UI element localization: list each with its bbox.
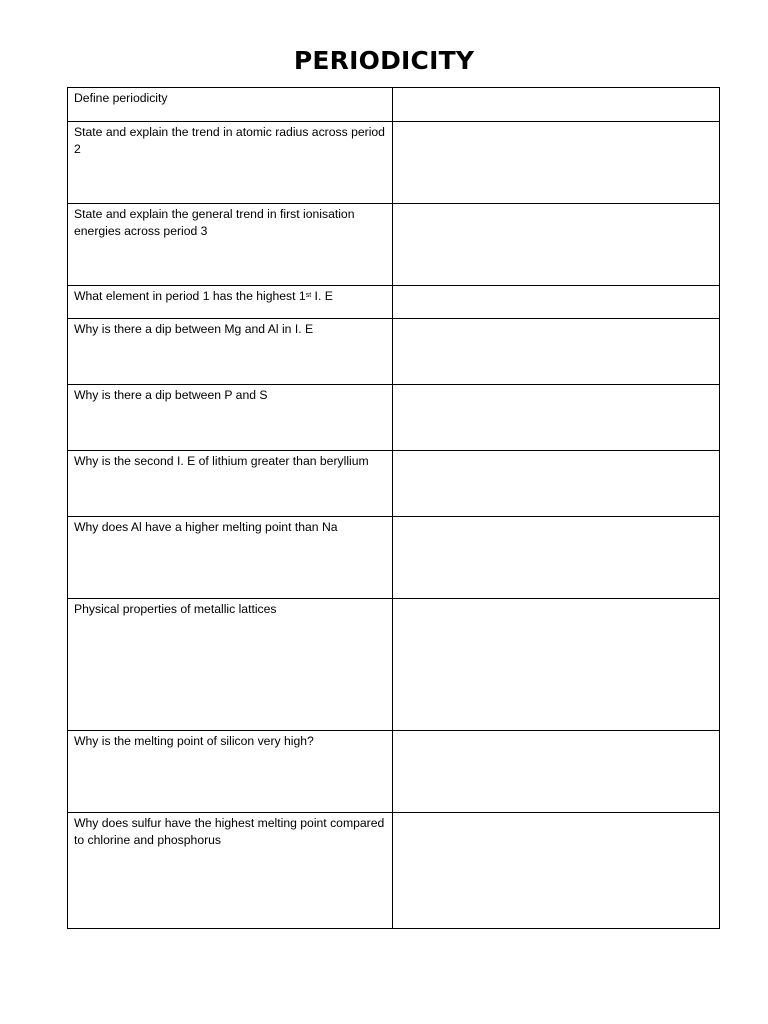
answer-cell[interactable] — [393, 286, 720, 319]
answer-cell[interactable] — [393, 517, 720, 599]
question-text: Define periodicity — [74, 91, 168, 105]
question-text-end: I. E — [311, 289, 333, 303]
answer-cell[interactable] — [393, 88, 720, 122]
question-cell — [68, 451, 393, 517]
question-text: Why is the second I. E of lithium greater than beryllium — [74, 454, 369, 468]
question-cell — [68, 385, 393, 451]
table-row — [68, 599, 720, 731]
question-cell — [68, 204, 393, 286]
answer-cell[interactable] — [393, 385, 720, 451]
table-row — [68, 122, 720, 204]
table-row — [68, 204, 720, 286]
table-row — [68, 813, 720, 929]
question-cell — [68, 319, 393, 385]
answer-cell[interactable] — [393, 451, 720, 517]
question-text: Why does Al have a higher melting point than Na — [74, 520, 338, 534]
table-row — [68, 517, 720, 599]
answer-cell[interactable] — [393, 319, 720, 385]
question-cell — [68, 517, 393, 599]
question-cell — [68, 599, 393, 731]
answer-cell[interactable] — [393, 122, 720, 204]
question-cell — [68, 731, 393, 813]
question-text: State and explain the trend in atomic radius across period 2 — [74, 125, 385, 156]
table-row — [68, 451, 720, 517]
question-text: Why is there a dip between P and S — [74, 388, 268, 402]
question-text: State and explain the general trend in first ionisation energies across period 3 — [74, 207, 355, 238]
answer-cell[interactable] — [393, 599, 720, 731]
answer-cell[interactable] — [393, 204, 720, 286]
question-text: Why is the melting point of silicon very high? — [74, 734, 314, 748]
table-row — [68, 286, 720, 319]
question-text: Why does sulfur have the highest melting point compared to chlorine and phosphorus — [74, 816, 385, 847]
question-text: Why is there a dip between Mg and Al in I. E — [74, 322, 314, 336]
question-text-main: What element in period 1 has the highest 1 — [74, 289, 306, 303]
question-cell — [68, 286, 393, 319]
question-cell — [68, 813, 393, 929]
superscript-st: st — [305, 292, 312, 299]
answer-cell[interactable] — [393, 731, 720, 813]
question-text: Physical properties of metallic lattices — [74, 602, 277, 616]
table-row — [68, 731, 720, 813]
page-title: PERIODICITY — [293, 46, 475, 75]
question-cell — [68, 88, 393, 122]
question-text — [68, 286, 392, 305]
table-row — [68, 88, 720, 122]
table-row — [68, 385, 720, 451]
question-cell — [68, 122, 393, 204]
worksheet-table — [67, 87, 720, 929]
table-row — [68, 319, 720, 385]
answer-cell[interactable] — [393, 813, 720, 929]
